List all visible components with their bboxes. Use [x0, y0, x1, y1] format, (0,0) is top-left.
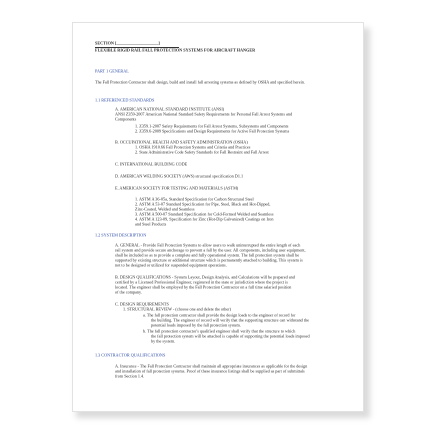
design-reqs-item: potential loads imposed by the fall protection system.: [151, 323, 241, 328]
general-line: supported by existing structure or additional structure which is permanently attached to building. This system is: [115, 258, 303, 263]
osha-item: 1. OSHA 1910.66 Fall Protection Systems and Criteria and Practices: [135, 145, 251, 150]
astm-item: 4. ASTM A 123-09, Specification for Zinc (Hot-Dip Galvanized) Coatings on Iron: [135, 217, 274, 222]
document-title: FLEXIBLE RIGID RAIL FALL PROTECTION SYSTEMS FOR AIRCRAFT HANGER: [95, 48, 256, 53]
design-reqs-heading: C. DESIGN REQUIREMENTS: [115, 302, 169, 307]
part1-intro: The Fall Protection Contractor shall design, build and install fall arresting systems as defined by OSHA and specified herein.: [95, 80, 305, 85]
structural-review: 1. STRUCTURAL REVIEW - (choose one and delete the other): [123, 307, 232, 312]
insurance-line: and installation of fall protection systems. Proof of these insurance listings shall be supplied as part of submittals: [115, 369, 305, 374]
osha-heading: B. OCCUPATIONAL HEALTH AND SAFETY ADMINISTRATION (OSHA): [115, 140, 248, 145]
general-line: A. GENERAL - Provide Fall Protection Systems to allow users to walk uninterrupted the entire length of each: [115, 243, 301, 248]
astm-heading: E. AMERICAN SOCIETY FOR TESTING AND MATERIALS (ASTM): [115, 186, 239, 191]
design-quals-line: certified by a Licensed Professional Engineer, registered in the state or jurisdiction where the project is: [115, 280, 288, 285]
astm-item: 1. ASTM A 36-05a, Standard Specification for Carbon Structural Steel: [135, 197, 254, 202]
astm-item: and Steel Products: [135, 222, 167, 227]
ansi-item: 2. Z359.6-2009 Specifications and Design Requirements for Active Fall Protection Systems: [135, 129, 290, 134]
design-reqs-item: b. The fall protection contractor's qualified engineer shall verify that the structure to which: [143, 329, 296, 334]
osha-item: 2. State Administrative Code Safety Standards for Fall Restraint and Fall Arrest: [135, 150, 269, 155]
design-quals-line: B. DESIGN QUALIFICATIONS - System Layout, Design Analysis, and Calculations will be prepared and: [115, 275, 295, 280]
section-1-2-heading: 1.2 SYSTEM DESCRIPTION: [95, 233, 147, 238]
insurance-line: from Section 1.4.: [115, 374, 145, 379]
document-page: [72, 22, 364, 412]
design-reqs-item: a. The fall protection contractor shall provide the design loads to the engineer of record for: [143, 313, 296, 318]
design-reqs-item: by the system.: [151, 339, 176, 344]
ansi-item: 1. Z359.1-2007 Safety Requirements for Fall Arrest Systems, Subsystems and Components: [135, 124, 289, 129]
astm-item: Zinc-Coated, Welded and Seamless: [135, 207, 195, 212]
section-1-3-heading: 1.3 CONTRACTOR QUALIFICATIONS: [95, 353, 166, 358]
ansi-line: ANSI Z359-2007 American National Standard Safety Requirements for Personal Fall Arrest Systems and: [115, 112, 293, 117]
ansi-line: Components: [115, 117, 137, 122]
section-1-1-heading: 1.1 REFERENCED STANDARDS: [95, 98, 155, 103]
section-label: SECTION [____________________]: [95, 41, 160, 46]
general-line: rail system and provide secure anchorage to prevent a fall by the user. All components, including user equipment,: [115, 248, 306, 253]
design-quals-line: of the company.: [115, 290, 142, 295]
design-reqs-item: the fall protection system will be attached is capable of supporting the potential loads imposed: [151, 334, 310, 339]
insurance-line: A. Insurance - The Fall Protection Contractor shall maintain all appropriate insurances as applicable for the design: [115, 364, 308, 369]
design-reqs-item: the building. The engineer of record will verify that the supporting structure can withstand the: [151, 318, 309, 323]
general-line: not to be designed or utilized for suspended equipment operations.: [115, 263, 227, 268]
aws-item: D. AMERICAN WELDING SOCIETY (AWS) structural specification D1.1: [115, 174, 244, 179]
ibc-item: C. INTERNATIONAL BUILDING CODE: [115, 162, 188, 167]
ansi-heading: A. AMERICAN NATIONAL STANDARD INSTITUTE (ANSI): [115, 107, 225, 112]
design-quals-line: located. The engineer shall be employed by the Fall Protection Contractor on a full time salaried position: [115, 285, 292, 290]
astm-item: 2. ASTM A 53-07 Standard Specification for Pipe, Steel, Black and Hot-Dipped,: [135, 202, 271, 207]
astm-item: 3. ASTM A 500-07 Standard Specification for Cold-Formed Welded and Seamless: [135, 212, 274, 217]
general-line: shall be included so as to provide a complete and fully operational system. The fall protection system shall be: [115, 253, 300, 258]
part1-heading: PART 1 GENERAL: [95, 69, 129, 74]
